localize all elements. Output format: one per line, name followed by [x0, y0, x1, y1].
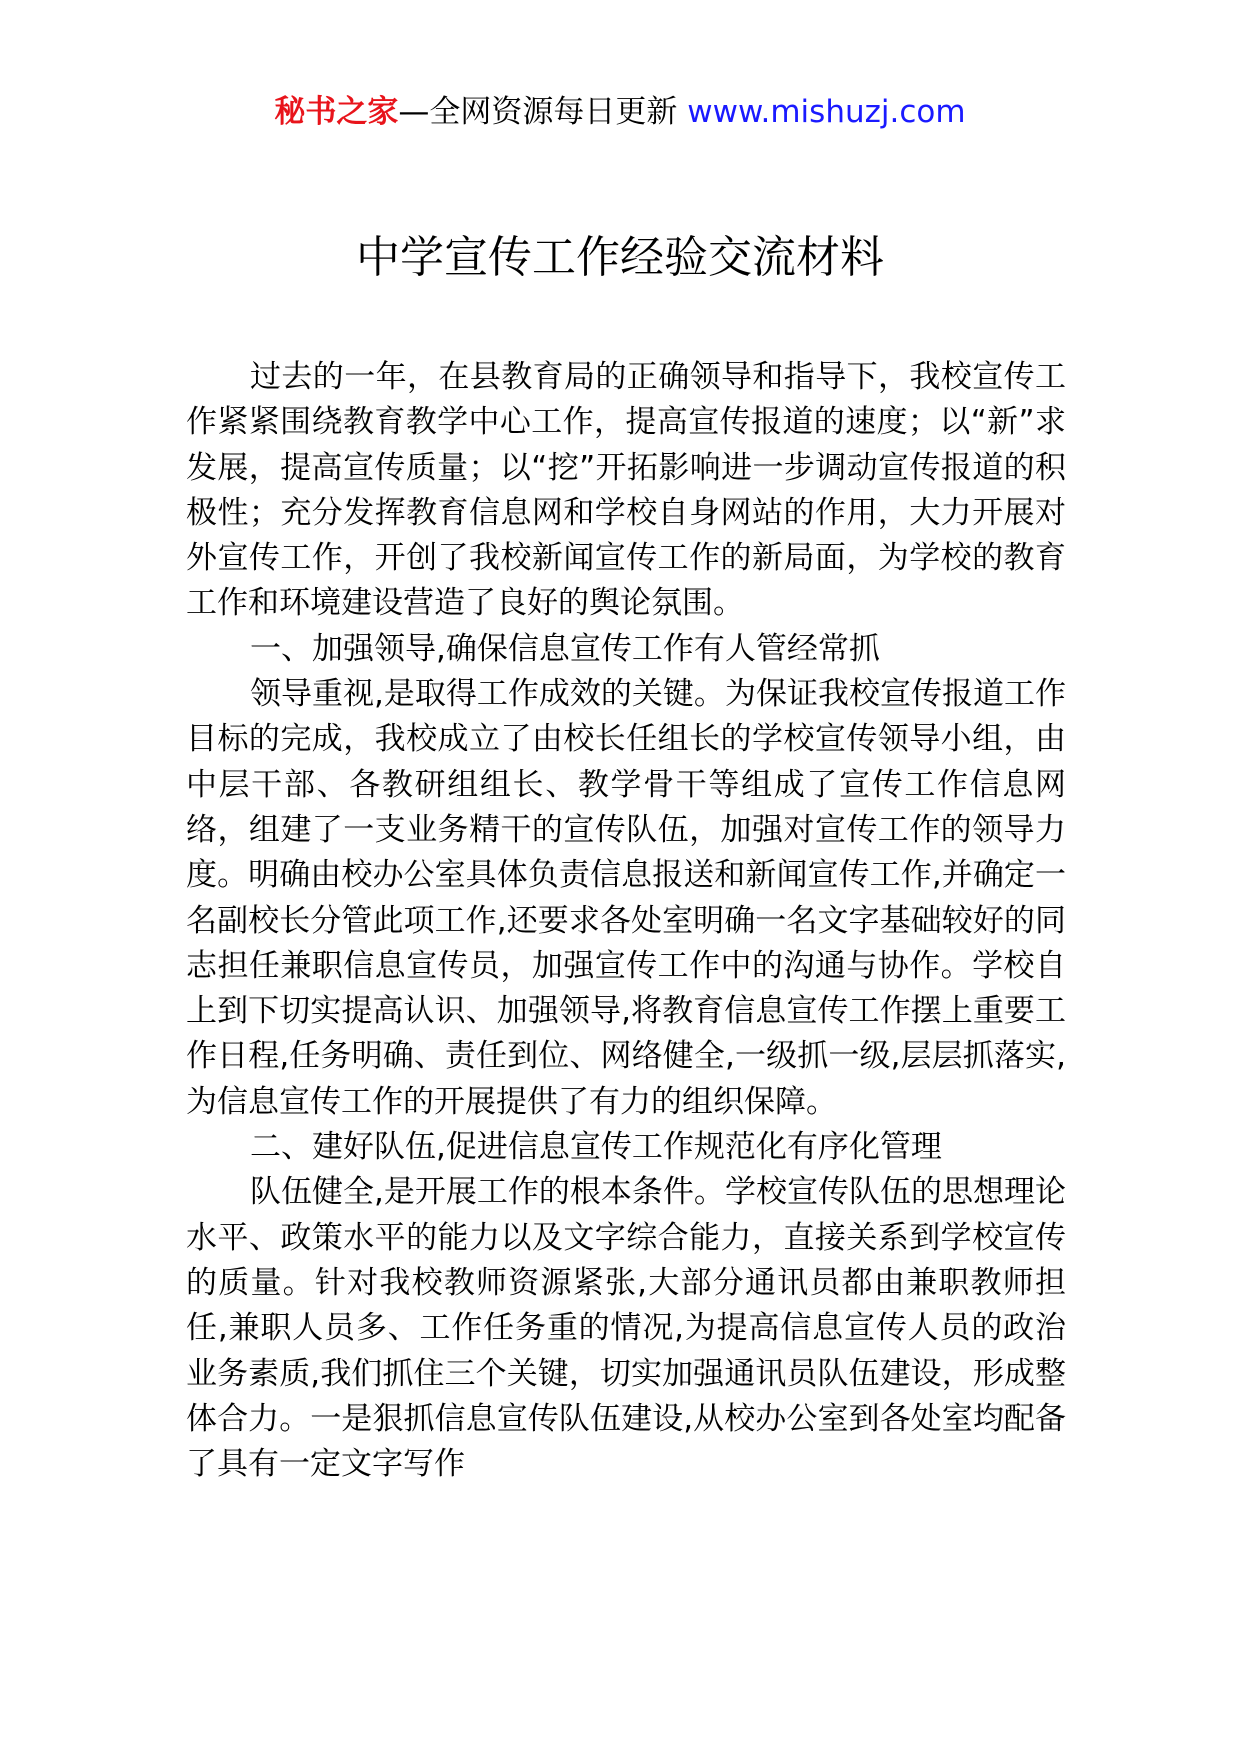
section-heading-2: 二、建好队伍,促进信息宣传工作规范化有序化管理	[250, 1129, 942, 1166]
paragraph-section-2: 队伍健全,是开展工作的根本条件。学校宣传队伍的思想理论水平、政策水平的能力以及文字综合能力，直接关系到学校宣传的质量。针对我校教师资源紧张,大部分通讯员都由兼职教师担任,兼职人员多、工作任务重的情况,为提高信息宣传人员的政治业务素质,我们抓住三个关键，切实加强通讯员队伍建设，形成整体合力。一是狠抓信息宣传队伍建设,从校办公室到各处室均配备了具有一定文字写作	[186, 1174, 1066, 1483]
document-title: 中学宣传工作经验交流材料	[356, 232, 884, 283]
section-heading-1: 一、加强领导,确保信息宣传工作有人管经常抓	[250, 630, 880, 667]
paragraph-section-1: 领导重视,是取得工作成效的关键。为保证我校宣传报道工作目标的完成，我校成立了由校长任组长的学校宣传领导小组，由中层干部、各教研组组长、教学骨干等组成了宣传工作信息网络，组建了一支业务精干的宣传队伍，加强对宣传工作的领导力度。明确由校办公室具体负责信息报送和新闻宣传工作,并确定一名副校长分管此项工作,还要求各处室明确一名文字基础较好的同志担任兼职信息宣传员，加强宣传工作中的沟通与协作。学校自上到下切实提高认识、加强领导,将教育信息宣传工作摆上重要工作日程,任务明确、责任到位、网络健全,一级抓一级,层层抓落实,为信息宣传工作的开展提供了有力的组织保障。	[186, 676, 1066, 1120]
document-body	[186, 355, 1066, 1487]
paragraph-intro: 过去的一年，在县教育局的正确领导和指导下，我校宣传工作紧紧围绕教育教学中心工作，提高宣传报道的速度；以“新”求发展，提高宣传质量；以“挖”开拓影响进一步调动宣传报道的积极性；充分发挥教育信息网和学校自身网站的作用，大力开展对外宣传工作，开创了我校新闻宣传工作的新局面，为学校的教育工作和环境建设营造了良好的舆论氛围。	[186, 359, 1066, 622]
site-url-link[interactable]: www.mishuzj.com	[687, 94, 966, 130]
site-tagline: —全网资源每日更新	[398, 94, 678, 130]
site-brand: 秘书之家	[274, 94, 399, 130]
site-header	[0, 88, 1240, 136]
